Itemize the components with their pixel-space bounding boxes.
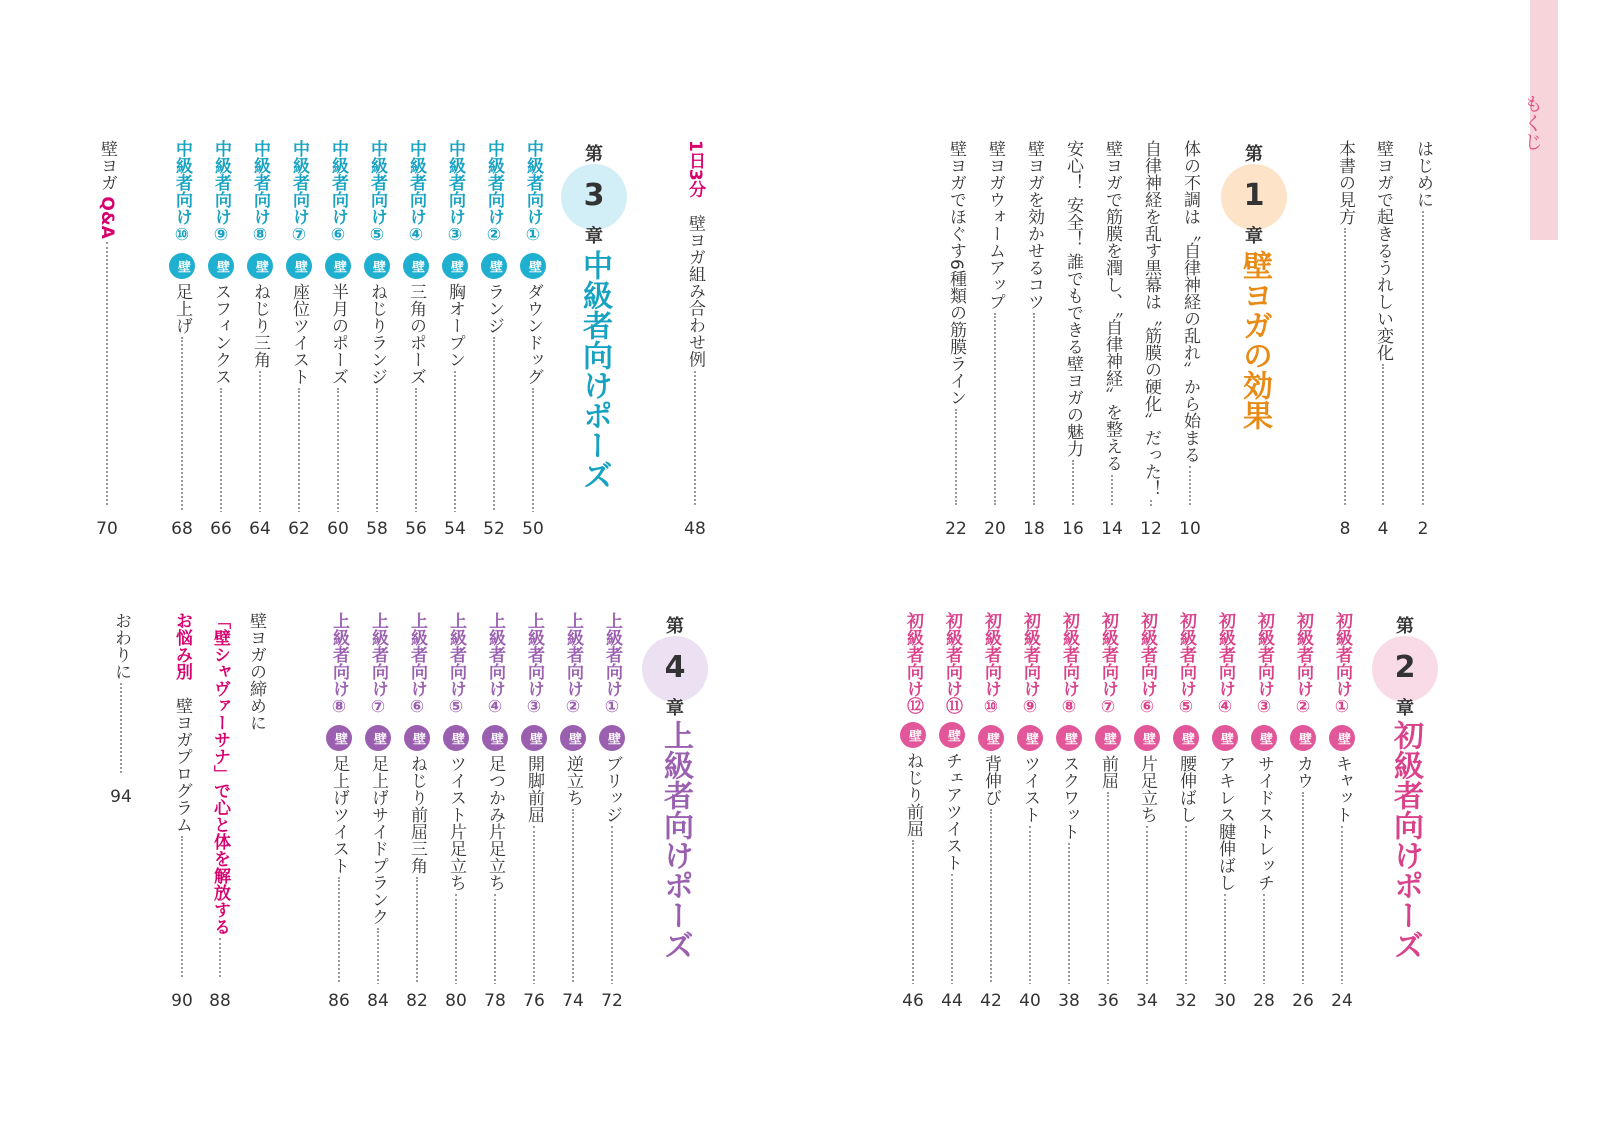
level-label: 初級者向け⑩ (981, 612, 1001, 717)
toc-entry[interactable] (480, 612, 510, 984)
entry-title: 壁ヨガの締めに (246, 612, 266, 731)
toc-entry[interactable] (167, 140, 197, 512)
toc-entry[interactable] (518, 140, 548, 512)
entry-title: 座位ツイスト (289, 283, 309, 385)
level-label: 上級者向け② (563, 612, 583, 717)
toc-entry[interactable] (1330, 140, 1360, 512)
wall-badge-icon: 壁 (364, 253, 390, 279)
entry-tag: お悩み別 (172, 612, 192, 680)
entry-title: 壁ヨガを効かせるコツ (1024, 140, 1044, 310)
page-number: 32 (1175, 991, 1197, 1011)
page-number: 16 (1062, 519, 1084, 539)
toc-entry[interactable] (1249, 612, 1279, 984)
level-label: 上級者向け⑤ (446, 612, 466, 717)
chapter-suffix: 章 (666, 698, 684, 719)
toc-entry[interactable] (937, 612, 967, 984)
dot-leader (298, 388, 300, 512)
entry-title: スフィンクス (211, 283, 231, 385)
entry-title: カウ (1293, 755, 1313, 789)
toc-entry[interactable] (324, 612, 354, 984)
page-number: 74 (562, 991, 584, 1011)
level-label: 中級者向け⑨ (211, 140, 231, 245)
dot-leader (1263, 894, 1265, 984)
entry-title: 壁ヨガで筋膜を潤し、〝自律神経〟を整える (1102, 140, 1122, 472)
page-number: 46 (902, 991, 924, 1011)
toc-entry[interactable] (106, 612, 136, 780)
entry-title: ねじり前屈三角 (407, 755, 427, 874)
level-label: 中級者向け⑧ (250, 140, 270, 245)
dot-leader (338, 877, 340, 984)
entry-title: ねじりランジ (367, 283, 387, 385)
page-number: 88 (209, 991, 231, 1011)
entry-title: 安心！ 安全！ 誰でもできる壁ヨガの魅力 (1063, 140, 1083, 457)
entry-title: 壁ヨガで起きるうれしい変化 (1373, 140, 1393, 361)
wall-badge-icon: 壁 (1290, 725, 1316, 751)
toc-entry[interactable] (92, 140, 122, 512)
toc-entry[interactable] (440, 140, 470, 512)
dot-leader (219, 938, 221, 977)
entry-title: 胸オープン (445, 283, 465, 368)
page-number: 28 (1253, 991, 1275, 1011)
chapter-title: 壁ヨガの効果 (1237, 250, 1272, 430)
dot-leader (1029, 826, 1031, 984)
wall-badge-icon: 壁 (560, 725, 586, 751)
toc-entry[interactable] (1368, 140, 1398, 512)
level-label: 中級者向け⑦ (289, 140, 309, 245)
wall-badge-icon: 壁 (521, 725, 547, 751)
wall-badge-icon: 壁 (599, 725, 625, 751)
level-label: 上級者向け① (602, 612, 622, 717)
toc-entry[interactable] (898, 612, 928, 984)
page-number: 58 (366, 519, 388, 539)
entry-title: 「壁シャヴァーサナ」で心と体を解放する (210, 612, 230, 935)
chapter-prefix: 第 (666, 616, 684, 637)
page-number: 4 (1377, 519, 1389, 539)
page-number: 72 (601, 991, 623, 1011)
wall-badge-icon: 壁 (481, 253, 507, 279)
chapter-suffix: 章 (585, 226, 603, 247)
toc-entry[interactable] (402, 612, 432, 984)
wall-badge-icon: 壁 (520, 253, 546, 279)
toc-entry[interactable] (1136, 140, 1166, 512)
toc-entry[interactable] (1097, 140, 1127, 512)
page-number: 54 (444, 519, 466, 539)
page-number: 18 (1023, 519, 1045, 539)
entry-title: ねじり前屈 (903, 752, 923, 837)
toc-entry[interactable] (1408, 140, 1438, 512)
toc-entry[interactable] (558, 612, 588, 984)
dot-leader (1302, 792, 1304, 984)
level-label: 中級者向け② (484, 140, 504, 245)
dot-leader (611, 826, 613, 984)
wall-badge-icon: 壁 (443, 725, 469, 751)
toc-entry[interactable] (205, 612, 235, 984)
entry-title: はじめに (1413, 140, 1433, 208)
entry-title: 壁ヨガ (97, 140, 117, 197)
dot-leader (376, 388, 378, 512)
wall-badge-icon: 壁 (404, 725, 430, 751)
toc-entry[interactable] (1058, 140, 1088, 512)
wall-badge-icon: 壁 (247, 253, 273, 279)
page-number: 50 (522, 519, 544, 539)
wall-badge-icon: 壁 (1329, 725, 1355, 751)
toc-entry[interactable] (1327, 612, 1357, 984)
wall-badge-icon: 壁 (900, 722, 926, 748)
entry-title: ブリッジ (602, 755, 622, 823)
wall-badge-icon: 壁 (1212, 725, 1238, 751)
level-label: 初級者向け⑪ (942, 612, 962, 714)
entry-title: ツイスト片足立ち (446, 755, 466, 891)
wall-badge-icon: 壁 (1056, 725, 1082, 751)
dot-leader (1422, 211, 1424, 505)
wall-badge-icon: 壁 (482, 725, 508, 751)
dot-leader (912, 840, 914, 984)
entry-title: キャット (1332, 755, 1352, 823)
level-label: 上級者向け⑧ (329, 612, 349, 717)
wall-badge-icon: 壁 (442, 253, 468, 279)
chapter-suffix: 章 (1396, 698, 1414, 719)
level-label: 中級者向け④ (406, 140, 426, 245)
page-number: 24 (1331, 991, 1353, 1011)
chapter-prefix: 第 (1245, 144, 1263, 165)
wall-badge-icon: 壁 (939, 722, 965, 748)
level-label: 中級者向け⑤ (367, 140, 387, 245)
entry-title: 片足立ち (1137, 755, 1157, 823)
entry-tag: Q&A (97, 196, 117, 239)
toc-entry[interactable] (597, 612, 627, 984)
dot-leader (1146, 826, 1148, 984)
toc-entry[interactable] (680, 140, 710, 512)
page-number: 10 (1179, 519, 1201, 539)
toc-entry[interactable] (976, 612, 1006, 984)
page-number: 14 (1101, 519, 1123, 539)
entry-title: 自律神経を乱す黒幕は〝筋膜の硬化〟だった！ (1141, 140, 1161, 497)
dot-leader (455, 894, 457, 984)
entry-title: 足つかみ片足立ち (485, 755, 505, 891)
entry-title: ダウンドッグ (523, 283, 543, 385)
level-label: 初級者向け② (1293, 612, 1313, 717)
page-number: 30 (1214, 991, 1236, 1011)
dot-leader (377, 928, 379, 984)
entry-tag: 1日3分 (685, 140, 705, 198)
dot-leader (572, 809, 574, 984)
toc-entry[interactable] (441, 612, 471, 984)
entry-title: 足上げサイドプランク (368, 755, 388, 925)
entry-title: 腰伸ばし (1176, 755, 1196, 823)
dot-leader (120, 683, 122, 773)
toc-entry[interactable] (167, 612, 197, 984)
dot-leader (1224, 894, 1226, 984)
page-number: 34 (1136, 991, 1158, 1011)
page-number: 62 (288, 519, 310, 539)
entry-title: 三角のポーズ (406, 283, 426, 385)
wall-badge-icon: 壁 (1134, 725, 1160, 751)
level-label: 中級者向け① (523, 140, 543, 245)
toc-entry[interactable] (479, 140, 509, 512)
wall-badge-icon: 壁 (365, 725, 391, 751)
section-tab-label: もくじ (1521, 94, 1543, 151)
level-label: 初級者向け⑦ (1098, 612, 1118, 717)
page-number: 44 (941, 991, 963, 1011)
page-number: 12 (1140, 519, 1162, 539)
toc-entry[interactable] (1288, 612, 1318, 984)
page-number: 64 (249, 519, 271, 539)
dot-leader (1150, 500, 1152, 506)
dot-leader (337, 388, 339, 512)
toc-entry[interactable] (1093, 612, 1123, 984)
page-number: 86 (328, 991, 350, 1011)
page-number: 84 (367, 991, 389, 1011)
dot-leader (694, 371, 696, 505)
chapter-number: 1 (1243, 178, 1265, 213)
entry-title: 本書の見方 (1335, 140, 1355, 225)
dot-leader (1072, 460, 1074, 505)
level-label: 中級者向け⑩ (172, 140, 192, 245)
toc-entry[interactable] (401, 140, 431, 512)
toc-entry[interactable] (1019, 140, 1049, 512)
wall-badge-icon: 壁 (1173, 725, 1199, 751)
level-label: 中級者向け⑥ (328, 140, 348, 245)
entry-title: ランジ (484, 283, 504, 334)
entry-title: ねじり三角 (250, 283, 270, 368)
dot-leader (951, 874, 953, 984)
dot-leader (1068, 843, 1070, 984)
toc-entry[interactable] (519, 612, 549, 984)
page-number: 52 (483, 519, 505, 539)
chapter-title: 初級者向けポーズ (1388, 720, 1423, 960)
entry-title: 逆立ち (563, 755, 583, 806)
dot-leader (106, 242, 108, 505)
entry-title: 壁ヨガウォームアップ (985, 140, 1005, 310)
entry-title: おわりに (111, 612, 131, 680)
level-label: 上級者向け④ (485, 612, 505, 717)
dot-leader (1341, 826, 1343, 984)
page-number: 22 (945, 519, 967, 539)
page-number: 8 (1339, 519, 1351, 539)
entry-title: 壁ヨガでほぐす6種類の筋膜ライン (946, 140, 966, 406)
chapter-number: 4 (664, 650, 686, 685)
dot-leader (494, 894, 496, 984)
wall-badge-icon: 壁 (403, 253, 429, 279)
dot-leader (994, 313, 996, 505)
page-number: 70 (96, 519, 118, 539)
level-label: 初級者向け⑧ (1059, 612, 1079, 717)
page-number: 76 (523, 991, 545, 1011)
page-number: 26 (1292, 991, 1314, 1011)
page-number: 2 (1417, 519, 1429, 539)
page-number: 80 (445, 991, 467, 1011)
dot-leader (1189, 466, 1191, 505)
toc-entry[interactable] (1171, 612, 1201, 984)
level-label: 初級者向け⑨ (1020, 612, 1040, 717)
entry-title: サイドストレッチ (1254, 755, 1274, 891)
dot-leader (533, 826, 535, 984)
level-label: 初級者向け④ (1215, 612, 1235, 717)
toc-entry[interactable] (1210, 612, 1240, 984)
wall-badge-icon: 壁 (1017, 725, 1043, 751)
toc-entry[interactable] (1132, 612, 1162, 984)
page-number: 38 (1058, 991, 1080, 1011)
chapter-prefix: 第 (585, 144, 603, 165)
chapter-title: 上級者向けポーズ (658, 720, 693, 960)
dot-leader (1107, 792, 1109, 984)
page-number: 40 (1019, 991, 1041, 1011)
chapter-prefix: 第 (1396, 616, 1414, 637)
level-label: 中級者向け③ (445, 140, 465, 245)
toc-entry[interactable] (362, 140, 392, 512)
dot-leader (220, 388, 222, 512)
level-label: 上級者向け③ (524, 612, 544, 717)
entry-title: 足上げ (172, 283, 192, 334)
chapter-number: 3 (583, 178, 605, 213)
dot-leader (415, 388, 417, 512)
wall-badge-icon: 壁 (1095, 725, 1121, 751)
level-label: 上級者向け⑥ (407, 612, 427, 717)
entry-title: スクワット (1059, 755, 1079, 840)
wall-badge-icon: 壁 (208, 253, 234, 279)
dot-leader (1033, 313, 1035, 505)
entry-title: アキレス腱伸ばし (1215, 755, 1235, 891)
toc-entry[interactable] (363, 612, 393, 984)
toc-entry[interactable] (1175, 140, 1205, 512)
page-number: 56 (405, 519, 427, 539)
entry-title: 開脚前屈 (524, 755, 544, 823)
page-number: 60 (327, 519, 349, 539)
dot-leader (181, 337, 183, 512)
wall-badge-icon: 壁 (325, 253, 351, 279)
level-label: 初級者向け⑫ (903, 612, 923, 714)
wall-badge-icon: 壁 (286, 253, 312, 279)
wall-badge-icon: 壁 (1251, 725, 1277, 751)
dot-leader (493, 337, 495, 512)
page-number: 36 (1097, 991, 1119, 1011)
level-label: 初級者向け⑥ (1137, 612, 1157, 717)
dot-leader (181, 836, 183, 977)
dot-leader (1185, 826, 1187, 984)
entry-title: 壁ヨガプログラム (172, 697, 192, 833)
dot-leader (1344, 228, 1346, 505)
entry-title: ツイスト (1020, 755, 1040, 823)
entry-title: 体の不調は〝自律神経の乱れ〟から始まる (1180, 140, 1200, 463)
closing-line1 (241, 612, 271, 912)
entry-title: 半月のポーズ (328, 283, 348, 385)
page-number: 94 (110, 787, 132, 807)
page-number: 82 (406, 991, 428, 1011)
level-label: 初級者向け⑤ (1176, 612, 1196, 717)
level-label: 初級者向け③ (1254, 612, 1274, 717)
page-number: 66 (210, 519, 232, 539)
dot-leader (259, 371, 261, 512)
toc-entry[interactable] (941, 140, 971, 512)
dot-leader (955, 409, 957, 505)
toc-entry[interactable] (980, 140, 1010, 512)
toc-entry[interactable] (1054, 612, 1084, 984)
wall-badge-icon: 壁 (978, 725, 1004, 751)
dot-leader (416, 877, 418, 984)
level-label: 初級者向け① (1332, 612, 1352, 717)
wall-badge-icon: 壁 (326, 725, 352, 751)
entry-title: 足上げツイスト (329, 755, 349, 874)
entry-title: 前屈 (1098, 755, 1118, 789)
page-number: 78 (484, 991, 506, 1011)
chapter-number: 2 (1394, 650, 1416, 685)
dot-leader (990, 809, 992, 984)
level-label: 上級者向け⑦ (368, 612, 388, 717)
toc-entry[interactable] (1015, 612, 1045, 984)
dot-leader (1382, 364, 1384, 505)
toc-entry[interactable] (284, 140, 314, 512)
toc-entry[interactable] (323, 140, 353, 512)
chapter-title: 中級者向けポーズ (577, 250, 612, 490)
toc-entry[interactable] (245, 140, 275, 512)
page-number: 20 (984, 519, 1006, 539)
entry-title: 壁ヨガ組み合わせ例 (685, 214, 705, 368)
dot-leader (454, 371, 456, 512)
page-number: 48 (684, 519, 706, 539)
entry-title: 背伸び (981, 755, 1001, 806)
page-number: 68 (171, 519, 193, 539)
dot-leader (532, 388, 534, 512)
page-number: 42 (980, 991, 1002, 1011)
wall-badge-icon: 壁 (169, 253, 195, 279)
toc-entry[interactable] (206, 140, 236, 512)
dot-leader (1111, 475, 1113, 506)
entry-title: チェアツイスト (942, 752, 962, 871)
chapter-suffix: 章 (1245, 226, 1263, 247)
page-number: 90 (171, 991, 193, 1011)
